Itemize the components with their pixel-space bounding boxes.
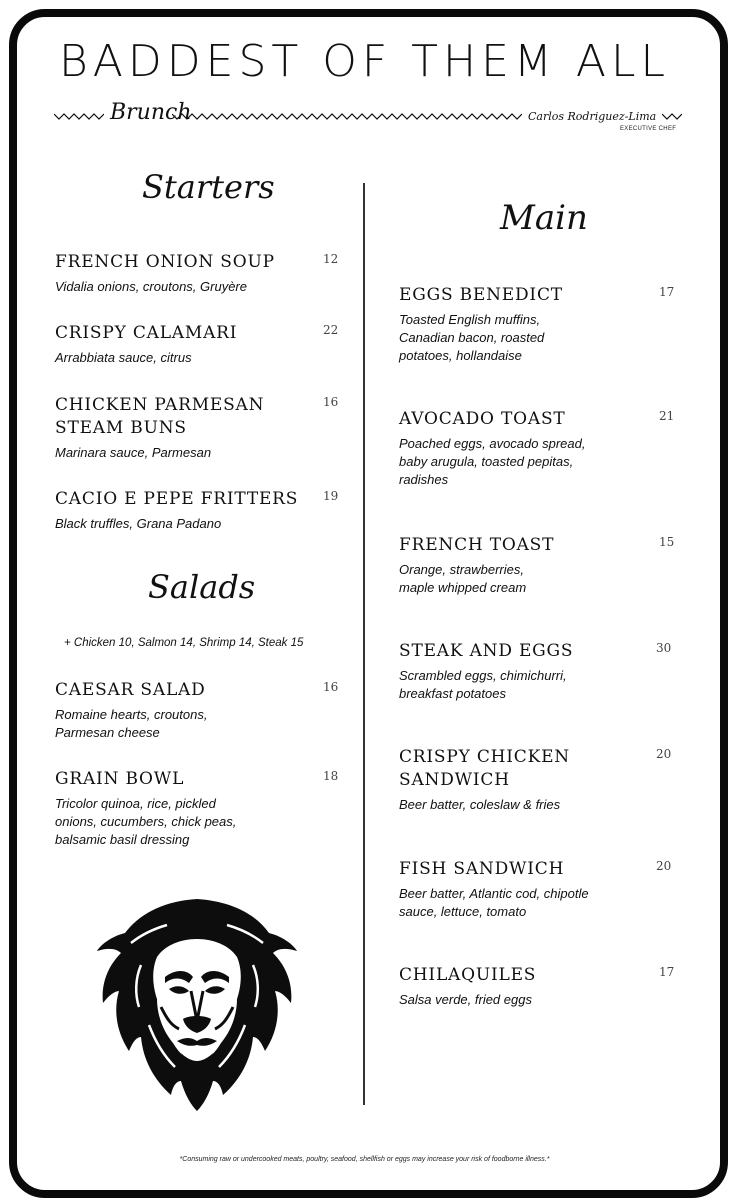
item-name: CRISPY CALAMARI (55, 323, 238, 343)
menu-item (399, 534, 559, 597)
item-price: 22 (323, 323, 339, 337)
item-name: CAESAR SALAD (55, 680, 206, 700)
starters-heading: Starters (142, 168, 275, 206)
item-name: FISH SANDWICH (399, 859, 565, 879)
item-price: 20 (656, 859, 672, 873)
item-price: 19 (323, 489, 339, 503)
item-name: AVOCADO TOAST (399, 409, 566, 429)
chef-role: EXECUTIVE CHEF (620, 126, 677, 132)
item-price: 15 (659, 535, 675, 549)
wave-divider-center (172, 110, 522, 122)
item-description: Tricolor quinoa, rice, pickled onions, cucumbers, chick peas, balsamic basil dressing (55, 796, 237, 847)
item-price: 16 (323, 395, 339, 409)
menu-item (399, 858, 614, 921)
item-name: STEAK AND EGGS (399, 641, 574, 661)
menu-item (55, 679, 255, 742)
main-heading: Main (500, 198, 588, 238)
item-price: 21 (659, 409, 675, 423)
menu-item (399, 284, 579, 365)
item-name: CHILAQUILES (399, 965, 537, 985)
chef-signature: Carlos Rodriguez-Lima (528, 110, 657, 123)
item-price: 20 (656, 747, 672, 761)
menu-item (399, 964, 619, 1009)
item-price: 18 (323, 769, 339, 783)
item-description: Marinara sauce, Parmesan (55, 445, 212, 460)
item-description: Romaine hearts, croutons, Parmesan cheese (55, 707, 208, 740)
menu-item (55, 322, 305, 367)
item-name: GRAIN BOWL (55, 769, 185, 789)
item-name: CHICKEN PARMESAN STEAM BUNS (55, 395, 265, 438)
item-price: 17 (659, 285, 675, 299)
item-price: 30 (656, 641, 672, 655)
item-price: 17 (659, 965, 675, 979)
item-description: Orange, strawberries, maple whipped cream (399, 562, 527, 595)
lion-head-icon (95, 895, 300, 1113)
menu-item (399, 408, 614, 489)
item-description: Arrabbiata sauce, citrus (55, 350, 192, 365)
item-name: FRENCH TOAST (399, 535, 555, 555)
menu-item (55, 488, 315, 533)
item-description: Beer batter, Atlantic cod, chipotle sauce, lettuce, tomato (399, 886, 589, 919)
item-price: 12 (323, 252, 339, 266)
wave-divider-right (662, 110, 682, 122)
menu-item (55, 251, 305, 296)
menu-item (399, 746, 599, 814)
item-name: EGGS BENEDICT (399, 285, 563, 305)
item-name: CRISPY CHICKEN SANDWICH (399, 747, 570, 790)
item-description: Scrambled eggs, chimichurri, breakfast potatoes (399, 668, 567, 701)
item-price: 16 (323, 680, 339, 694)
item-description: Black truffles, Grana Padano (55, 516, 222, 531)
item-description: Beer batter, coleslaw & fries (399, 797, 561, 812)
food-safety-disclaimer: *Consuming raw or undercooked meats, poultry, seafood, shellfish or eggs may increase your risk of foodborne illness.* (179, 1156, 550, 1163)
menu-item (55, 394, 275, 462)
salads-heading: Salads (148, 568, 256, 606)
menu-title: BADDEST OF THEM ALL (58, 36, 671, 87)
salad-addons: + Chicken 10, Salmon 14, Shrimp 14, Steak 15 (64, 637, 304, 649)
item-description: Salsa verde, fried eggs (399, 992, 532, 1007)
column-divider (363, 183, 365, 1105)
item-name: FRENCH ONION SOUP (55, 252, 275, 272)
menu-item (55, 768, 245, 849)
item-description: Vidalia onions, croutons, Gruyère (55, 279, 247, 294)
item-description: Toasted English muffins, Canadian bacon, roasted potatoes, hollandaise (399, 312, 545, 363)
item-description: Poached eggs, avocado spread, baby arugula, toasted pepitas, radishes (399, 436, 586, 487)
wave-divider-left (54, 110, 104, 122)
meal-label: Brunch (110, 100, 192, 125)
menu-item (399, 640, 599, 703)
item-name: CACIO E PEPE FRITTERS (55, 489, 299, 509)
